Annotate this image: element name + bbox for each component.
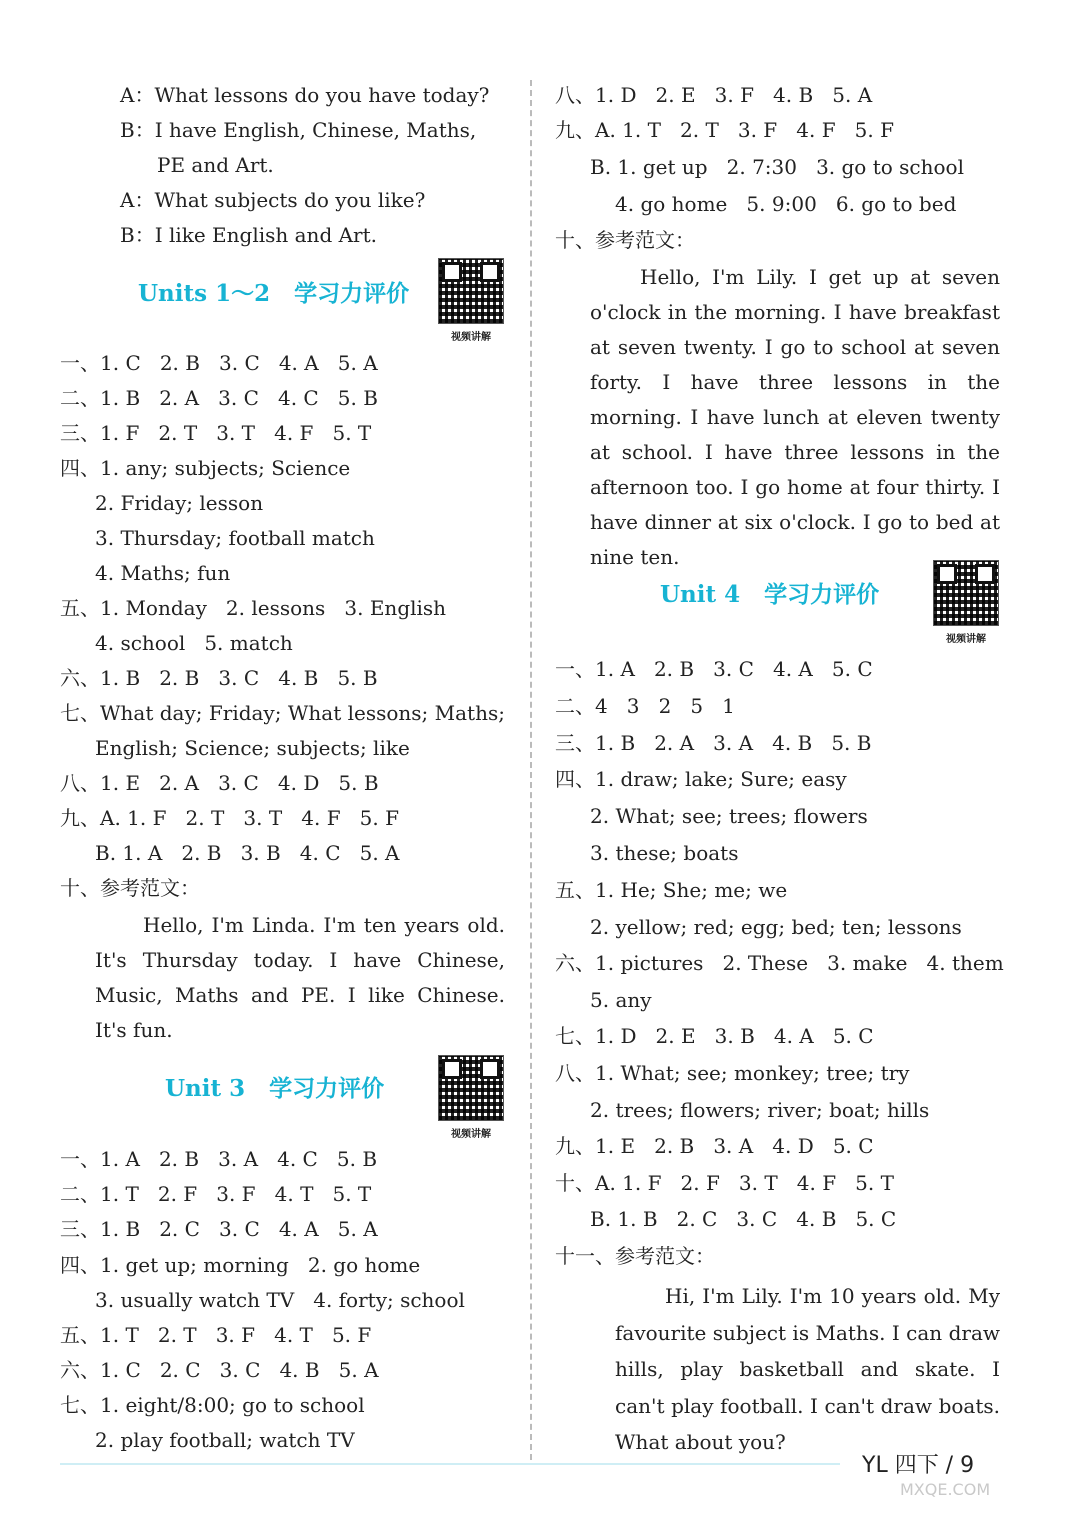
sample-essay: Hello, I'm Lily. I get up at seven o'clock in the morning. I have breakfast at seven twenty. I go to school at seven forty. I have three lessons in the morning. I have lunch at eleven twenty at school. I have three lessons in the afternoon too. I go home at four thirty. I have dinner at six o'clock. I go to bed at nine ten. [590, 265, 1000, 569]
column-divider [530, 80, 532, 1460]
section-heading-units-1-2: Units 1～2 学习力评价 [138, 280, 410, 307]
answer-line: 八、1. What; see; monkey; tree; try [555, 1061, 910, 1085]
qr-code-icon [438, 1055, 504, 1121]
answer-line: 3. Thursday; football match [95, 526, 375, 550]
answer-line: 九、A. 1. T 2. T 3. F 4. F 5. F [555, 118, 894, 142]
answer-line: 四、1. get up; morning 2. go home [60, 1253, 421, 1277]
answer-line: 二、1. T 2. F 3. F 4. T 5. T [60, 1182, 372, 1206]
answer-line: 4. go home 5. 9:00 6. go to bed [615, 192, 957, 216]
answer-line: 十、A. 1. F 2. F 3. T 4. F 5. T [555, 1171, 894, 1195]
answer-line: 4. Maths; fun [95, 561, 231, 585]
footer-rule [60, 1463, 840, 1465]
answer-line: 一、1. A 2. B 3. C 4. A 5. C [555, 657, 873, 681]
qr-code-icon [438, 258, 504, 324]
qr-code[interactable] [933, 560, 999, 645]
answer-line: 三、1. B 2. A 3. A 4. B 5. B [555, 731, 872, 755]
answer-line: 五、1. Monday 2. lessons 3. English [60, 596, 447, 620]
answer-line: 九、1. E 2. B 3. A 4. D 5. C [555, 1134, 874, 1158]
answer-line: 3. usually watch TV 4. forty; school [95, 1288, 465, 1312]
answer-line: 3. these; boats [590, 841, 739, 865]
answer-line: 2. What; see; trees; flowers [590, 804, 868, 828]
qr-label: 视频讲解 [451, 1129, 491, 1140]
section-heading-unit-3: Unit 3 学习力评价 [165, 1075, 385, 1102]
answer-line: 六、1. B 2. B 3. C 4. B 5. B [60, 666, 378, 690]
answer-line: 七、1. eight/8:00; go to school [60, 1393, 365, 1417]
answer-line: B. 1. get up 2. 7:30 3. go to school [590, 155, 964, 179]
watermark: MXQE.COM [900, 1480, 991, 1499]
answer-line: 七、1. D 2. E 3. B 4. A 5. C [555, 1024, 874, 1048]
answer-line: 5. any [590, 988, 652, 1012]
qr-code[interactable] [438, 1055, 504, 1140]
answer-line: 二、1. B 2. A 3. C 4. C 5. B [60, 386, 378, 410]
sample-essay: Hello, I'm Linda. I'm ten years old. It's Thursday today. I have Chinese, Music, Maths and PE. I like Chinese. It's fun. [95, 913, 505, 1042]
answer-line: 4. school 5. match [95, 631, 293, 655]
answer-line: 六、1. C 2. C 3. C 4. B 5. A [60, 1358, 379, 1382]
answer-line: 五、1. T 2. T 3. F 4. T 5. F [60, 1323, 372, 1347]
qr-label: 视频讲解 [946, 634, 986, 645]
answer-line: 十一、参考范文： [555, 1244, 715, 1268]
answer-line: 三、1. B 2. C 3. C 4. A 5. A [60, 1217, 378, 1241]
answer-line: 2. trees; flowers; river; boat; hills [590, 1098, 930, 1122]
answer-line: English; Science; subjects; like [95, 736, 410, 760]
dialog-line: B：I like English and Art. [120, 223, 378, 247]
answer-line: 十、参考范文： [60, 876, 200, 900]
answer-line: 六、1. pictures 2. These 3. make 4. them [555, 951, 1004, 975]
answer-line: 四、1. any; subjects; Science [60, 456, 351, 480]
answer-line: 三、1. F 2. T 3. T 4. F 5. T [60, 421, 372, 445]
qr-label: 视频讲解 [451, 332, 491, 343]
answer-line: 一、1. A 2. B 3. A 4. C 5. B [60, 1147, 378, 1171]
answer-line: 2. play football; watch TV [95, 1428, 355, 1452]
answer-line: 二、4 3 2 5 1 [555, 694, 735, 718]
answer-line: 五、1. He; She; me; we [555, 878, 788, 902]
answer-line: 九、A. 1. F 2. T 3. T 4. F 5. F [60, 806, 399, 830]
answer-line: 2. yellow; red; egg; bed; ten; lessons [590, 915, 962, 939]
answer-line: 四、1. draw; lake; Sure; easy [555, 767, 847, 791]
answer-line: 八、1. E 2. A 3. C 4. D 5. B [60, 771, 379, 795]
answer-line: 十、参考范文： [555, 228, 695, 252]
answer-line: 2. Friday; lesson [95, 491, 264, 515]
qr-code[interactable] [438, 258, 504, 343]
dialog-line: PE and Art. [157, 153, 274, 177]
page-number: YL 四下 / 9 [862, 1453, 975, 1478]
answer-line: B. 1. A 2. B 3. B 4. C 5. A [95, 841, 400, 865]
answer-line: 一、1. C 2. B 3. C 4. A 5. A [60, 351, 378, 375]
dialog-line: A：What subjects do you like? [120, 188, 426, 212]
answer-line: B. 1. B 2. C 3. C 4. B 5. C [590, 1207, 897, 1231]
section-heading-unit-4: Unit 4 学习力评价 [660, 581, 880, 608]
dialog-line: A：What lessons do you have today? [120, 83, 490, 107]
sample-essay: Hi, I'm Lily. I'm 10 years old. My favourite subject is Maths. I can draw hills, play basketball and skate. I can't play football. I can't draw boats. What about you? [615, 1284, 1000, 1454]
qr-code-icon [933, 560, 999, 626]
dialog-line: B：I have English, Chinese, Maths, [120, 118, 477, 142]
answer-line: 七、What day; Friday; What lessons; Maths; [60, 701, 505, 725]
answer-line: 八、1. D 2. E 3. F 4. B 5. A [555, 83, 873, 107]
